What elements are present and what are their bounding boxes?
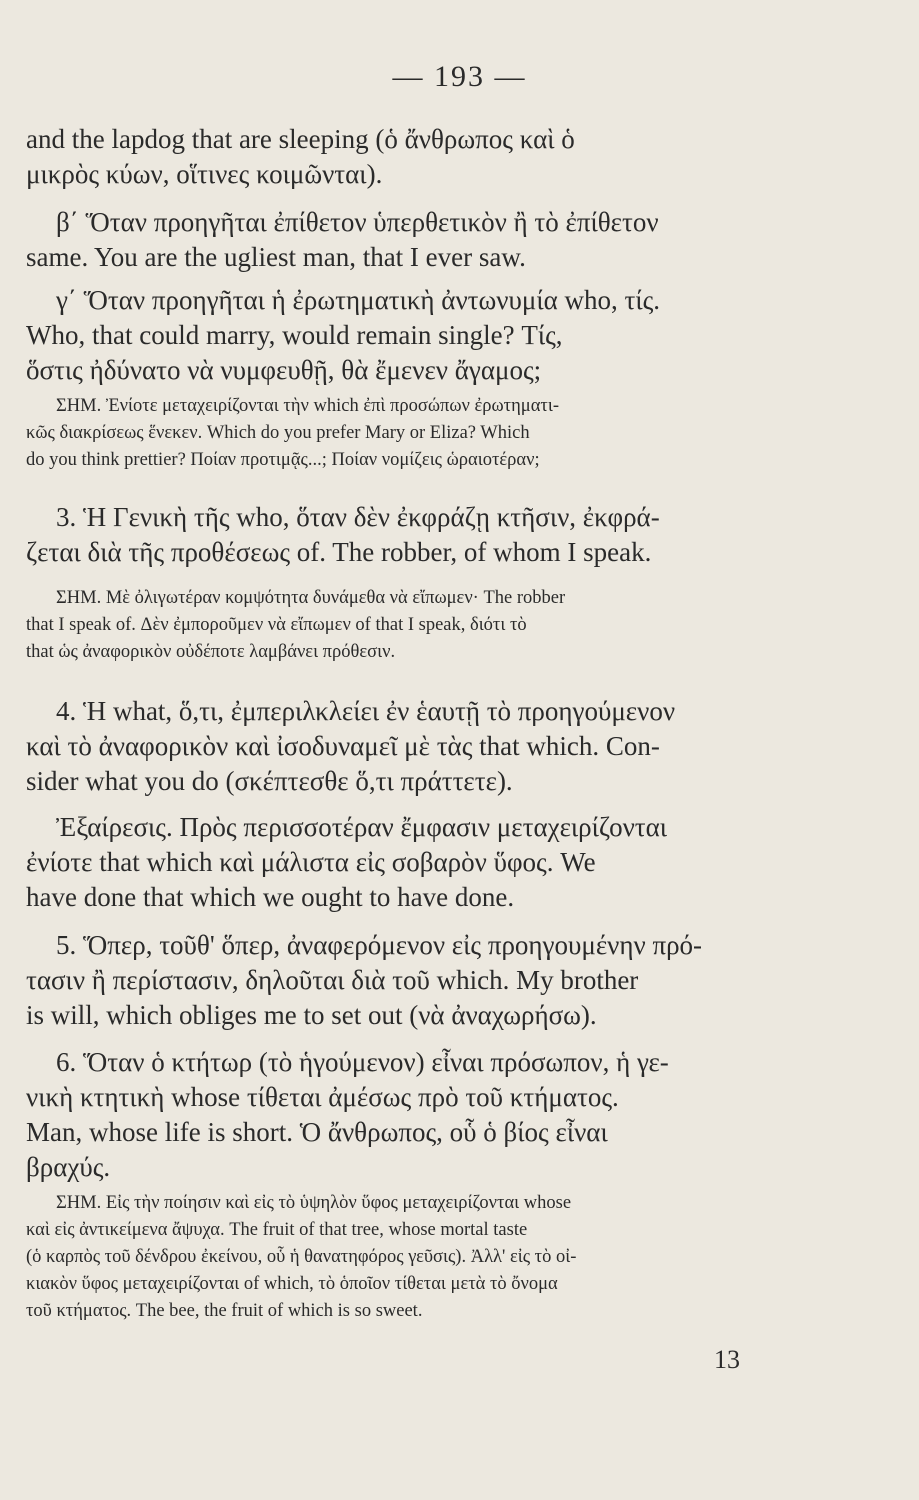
paragraph (26, 283, 794, 388)
text-line: ἐνίοτε that which καὶ μάλιστα εἰς σοβαρὸν ὕφος. We (26, 847, 596, 877)
text-line: is will, which obliges me to set out (νὰ ἀναχωρήσω). (26, 1000, 597, 1030)
paragraph (26, 1190, 794, 1325)
text-line: have done that which we ought to have done. (26, 882, 515, 912)
text-line: Ἐξαίρεσις. Πρὸς περισσοτέραν ἔμφασιν μεταχειρίζονται (56, 812, 668, 842)
text-line: 3. Ἡ Γενικὴ τῆς who, ὅταν δὲν ἐκφράζῃ κτῆσιν, ἐκφρά- (56, 502, 660, 532)
text-line: τοῦ κτήματος. The bee, the fruit of which is so sweet. (26, 1301, 423, 1321)
paragraph (26, 500, 794, 570)
text-line: ΣΗΜ. Ἐνίοτε μεταχειρίζονται τὴν which ἐπὶ προσώπων ἐρωτηματι- (56, 396, 559, 416)
paragraph (26, 585, 794, 666)
text-line: (ὁ καρπὸς τοῦ δένδρου ἐκείνου, οὗ ἡ θανατηφόρος γεῦσις). Ἀλλ' εἰς τὸ οἰ- (26, 1247, 577, 1267)
text-line: καὶ τὸ ἀναφορικὸν καὶ ἰσοδυναμεῖ μὲ τὰς that which. Con- (26, 731, 660, 761)
text-line: κιακὸν ὕφος μεταχειρίζονται of which, τὸ ὁποῖον τίθεται μετὰ τὸ ὄνομα (26, 1274, 558, 1294)
text-line: and the lapdog that are sleeping (ὁ ἄνθρωπος καὶ ὁ (26, 124, 575, 154)
signature-mark: 13 (714, 1345, 740, 1374)
text-line: that I speak of. Δὲν ἐμποροῦμεν νὰ εἴπωμεν of that I speak, διότι τὸ (26, 615, 527, 635)
paragraph (26, 393, 794, 474)
paragraph (26, 1045, 794, 1185)
text-line: νικὴ κτητικὴ whose τίθεται ἀμέσως πρὸ τοῦ κτήματος. (26, 1082, 619, 1112)
text-line: καὶ εἰς ἀντικείμενα ἄψυχα. The fruit of that tree, whose mortal taste (26, 1220, 528, 1240)
text-line: Man, whose life is short. Ὁ ἄνθρωπος, οὗ ὁ βίος εἶναι (26, 1117, 608, 1147)
text-line: ΣΗΜ. Μὲ ὀλιγωτέραν κομψότητα δυνάμεθα νὰ εἴπωμεν· The robber (56, 588, 566, 608)
text-line: do you think prettier? Ποίαν προτιμᾷς...; Ποίαν νομίζεις ὡραιοτέραν; (26, 450, 540, 470)
text-line: ΣΗΜ. Εἰς τὴν ποίησιν καὶ εἰς τὸ ὑψηλὸν ὕφος μεταχειρίζονται whose (56, 1193, 572, 1213)
text-line: βραχύς. (26, 1152, 111, 1182)
text-line: κῶς διακρίσεως ἕνεκεν. Which do you prefer Mary or Eliza? Which (26, 423, 530, 443)
text-line: β΄ Ὅταν προηγῆται ἐπίθετον ὑπερθετικὸν ἢ τὸ ἐπίθετον (56, 207, 659, 237)
text-line: 5. Ὅπερ, τοῦθ' ὅπερ, ἀναφερόμενον εἰς προηγουμένην πρό- (56, 930, 703, 960)
paragraph (26, 928, 794, 1033)
text-line: τασιν ἢ περίστασιν, δηλοῦται διὰ τοῦ which. My brother (26, 965, 639, 995)
text-line: ζεται διὰ τῆς προθέσεως of. The robber, of whom I speak. (26, 537, 652, 567)
text-line: 4. Ἡ what, ὅ,τι, ἐμπεριλκλείει ἐν ἑαυτῇ τὸ προηγούμενον (56, 696, 676, 726)
paragraph (26, 810, 794, 915)
text-line: sider what you do (σκέπτεσθε ὅ,τι πράττετε). (26, 766, 513, 796)
paragraph (26, 122, 794, 192)
text-line: μικρὸς κύων, οἵτινες κοιμῶνται). (26, 159, 383, 189)
paragraph (26, 694, 794, 799)
text-line: 6. Ὅταν ὁ κτήτωρ (τὸ ἡγούμενον) εἶναι πρόσωπον, ἡ γε- (56, 1047, 669, 1077)
text-line: that ὡς ἀναφορικὸν οὐδέποτε λαμβάνει πρόθεσιν. (26, 642, 396, 662)
text-line: same. You are the ugliest man, that I ever saw. (26, 242, 526, 272)
page-header: — 193 — (392, 60, 527, 93)
text-line: ὅστις ἠδύνατο νὰ νυμφευθῇ, θὰ ἔμενεν ἄγαμος; (26, 355, 542, 385)
paragraph (26, 205, 794, 275)
text-line: γ΄ Ὅταν προηγῆται ἡ ἐρωτηματικὴ ἀντωνυμία who, τίς. (56, 285, 661, 315)
text-line: Who, that could marry, would remain single? Τίς, (26, 320, 563, 350)
